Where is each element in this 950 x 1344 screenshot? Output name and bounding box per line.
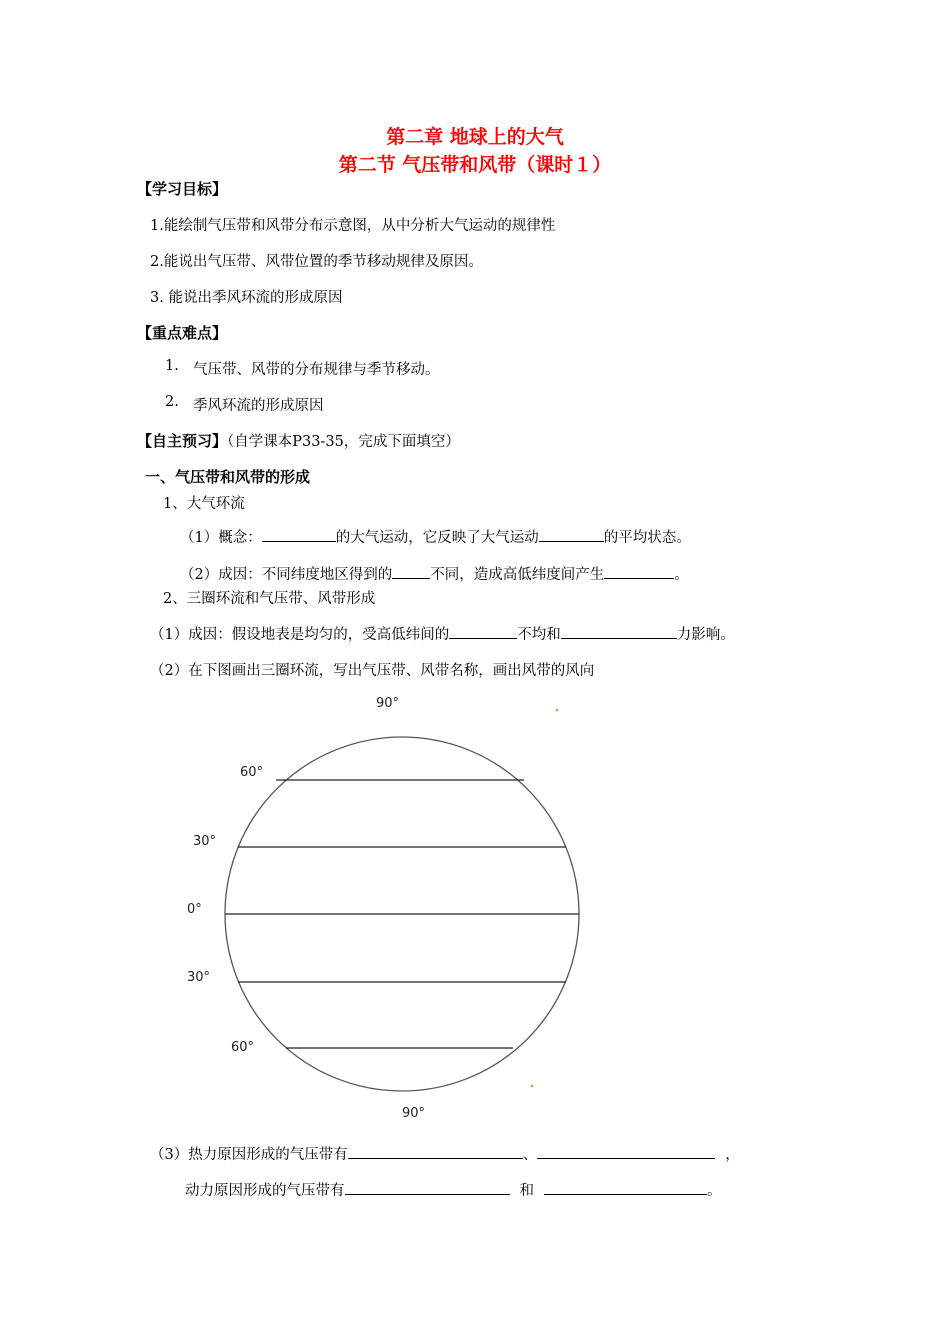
question-1: （1）成因：假设地表是均匀的，受高低纬间的 不均和 力影响。 xyxy=(150,623,735,644)
objective-item: 2.能说出气压带、风带位置的季节移动规律及原因。 xyxy=(150,254,483,270)
q4-blank-1[interactable] xyxy=(345,1180,510,1195)
label-s30: 30° xyxy=(187,970,211,985)
subheading-atmospheric-circulation: 1、大气环流 xyxy=(163,496,245,512)
speck xyxy=(556,709,559,712)
keypoint-number: 2. xyxy=(165,394,179,410)
label-n60: 60° xyxy=(240,765,264,780)
objectives-heading: 【学习目标】 xyxy=(137,180,228,198)
label-north-pole: 90° xyxy=(376,696,400,711)
keypoint-text: 季风环流的形成原因 xyxy=(193,398,324,414)
preview-heading: 【自主预习】 xyxy=(137,432,228,450)
label-s60: 60° xyxy=(231,1040,255,1055)
section1-heading: 一、气压带和风带的形成 xyxy=(145,468,311,486)
label-south-pole: 90° xyxy=(402,1106,426,1121)
label-n30: 30° xyxy=(193,834,217,849)
chapter-title: 第二章 地球上的大气 xyxy=(386,126,564,148)
q4-blank-2[interactable] xyxy=(544,1180,707,1195)
subheading-three-cell: 2、三圈环流和气压带、风带形成 xyxy=(163,591,376,607)
question-3: （3）热力原因形成的气压带有 、 ， xyxy=(150,1143,740,1164)
cause-line: （2）成因：不同纬度地区得到的 不同，造成高低纬度间产生 。 xyxy=(180,563,689,584)
question-2: （2）在下图画出三圈环流，写出气压带、风带名称，画出风带的风向 xyxy=(150,663,595,679)
concept-line: （1）概念： 的大气运动，它反映了大气运动 的平均状态。 xyxy=(180,526,691,547)
preview-note: （自学课本P33-35，完成下面填空） xyxy=(227,434,460,450)
question-4: 动力原因形成的气压带有 和 。 xyxy=(185,1179,722,1200)
speck xyxy=(531,1085,534,1088)
keypoint-number: 1. xyxy=(165,358,179,374)
section-title: 第二节 气压带和风带（课时１） xyxy=(338,154,612,176)
q3-blank-1[interactable] xyxy=(348,1144,523,1159)
keypoints-heading: 【重点难点】 xyxy=(137,324,228,342)
objective-item: 1.能绘制气压带和风带分布示意图，从中分析大气运动的规律性 xyxy=(150,218,556,234)
q3-blank-2[interactable] xyxy=(537,1144,715,1159)
objective-item: 3. 能说出季风环流的形成原因 xyxy=(150,290,343,306)
keypoint-text: 气压带、风带的分布规律与季节移动。 xyxy=(193,362,440,378)
label-equator: 0° xyxy=(187,902,202,917)
